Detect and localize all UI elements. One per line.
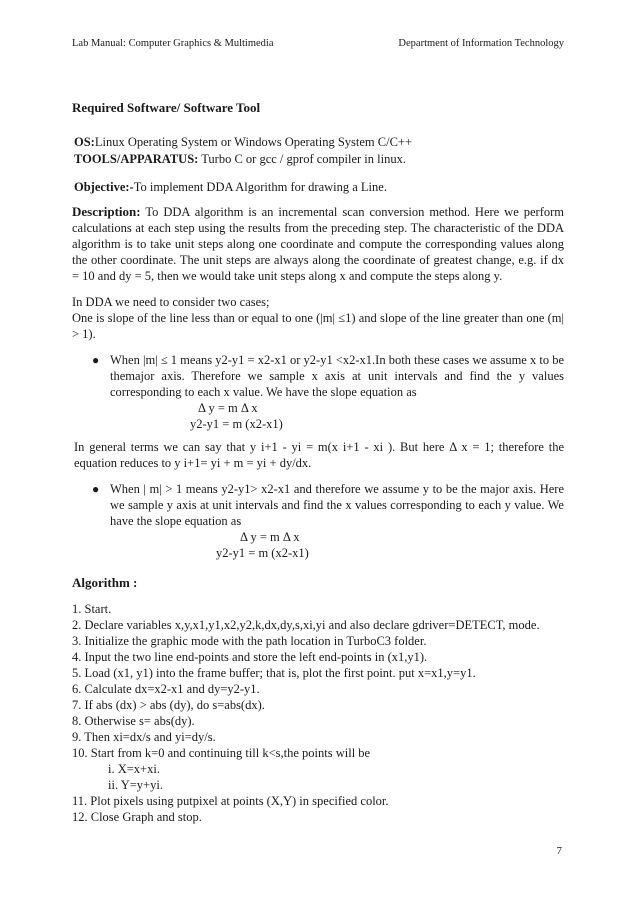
header-left: Lab Manual: Computer Graphics & Multimedia [72,38,274,49]
algorithm-step: 6. Calculate dx=x2-x1 and dy=y2-y1. [72,682,260,696]
algorithm-step: 8. Otherwise s= abs(dy). [72,714,195,728]
equation-slope: y2-y1 = m (x2-x1) [216,546,309,560]
page-content [72,100,564,825]
cases-intro [72,294,564,342]
description-label: Description: [72,204,141,219]
bullet-icon: ● [92,353,100,367]
tools-line [74,151,564,168]
objective-line [74,179,564,195]
tools-label: TOOLS/APPARATUS: [74,152,199,166]
algorithm-steps [72,601,564,825]
algorithm-title: Algorithm : [72,575,138,590]
bullet-case-1-text: When |m| ≤ 1 means y2-y1 = x2-x1 or y2-y1 <x2-x1.In both these cases we assume x to be themajor axis. Therefore we sample x axis at unit intervals and find the y values corresponding to each x value. We have the slope equation as [110,353,564,399]
bullet-case-1 [72,352,564,432]
cases-intro-line-2: One is slope of the line less than or equal to one (|m| ≤1) and slope of the line greater than one (m| > 1). [72,311,564,341]
general-terms-paragraph: In general terms we can say that y i+1 - yi = m(x i+1 - xi ). But here Δ x = 1; therefore the equation reduces to y i+1= yi + m = yi + dy/dx. [74,440,564,470]
algorithm-substep: i. X=x+xi. [108,762,160,776]
objective-text: To implement DDA Algorithm for drawing a Line. [133,180,387,194]
header-right: Department of Information Technology [398,38,564,49]
tools-text: Turbo C or gcc / gprof compiler in linux. [198,152,406,166]
section-title: Required Software/ Software Tool [72,100,261,115]
algorithm-step: 2. Declare variables x,y,x1,y1,x2,y2,k,dx,dy,s,xi,yi and also declare gdriver=DETECT, mode. [72,618,540,632]
bullet-case-2 [72,481,564,561]
algorithm-step: 3. Initialize the graphic mode with the path location in TurboC3 folder. [72,634,427,648]
algorithm-step: 7. If abs (dx) > abs (dy), do s=abs(dx). [72,698,265,712]
algorithm-step: 4. Input the two line end-points and store the left end-points in (x1,y1). [72,650,428,664]
description-text: To DDA algorithm is an incremental scan conversion method. Here we perform calculations at each step using the results from the preceding step. The characteristic of the DDA algorithm is to take unit steps along one coordinate and compute the corresponding values along the other coordinate. The unit steps are always along the coordinate of greatest change, e.g. if dx = 10 and dy = 5, then we would take unit steps along x and compute the steps along y. [72,205,564,283]
bullet-case-2-text: When | m| > 1 means y2-y1> x2-x1 and therefore we assume y to be the major axis. Here we sample y axis at unit intervals and find the x values corresponding to each y value. We have the slope equation as [110,482,564,528]
description-paragraph [72,204,564,284]
os-text: Linux Operating System or Windows Operating System C/C++ [94,135,413,149]
algorithm-step: 11. Plot pixels using putpixel at points (X,Y) in specified color. [72,794,389,808]
algorithm-step: 12. Close Graph and stop. [72,810,202,824]
page-number: 7 [556,845,562,857]
algorithm-step: 9. Then xi=dx/s and yi=dy/s. [72,730,216,744]
cases-intro-line-1: In DDA we need to consider two cases; [72,295,270,309]
equation-slope: y2-y1 = m (x2-x1) [190,417,283,431]
os-label: OS: [74,135,95,149]
objective-label: Objective:- [74,180,134,194]
equation-delta: Δ y = m Δ x [240,530,300,544]
bullet-icon: ● [92,482,100,496]
algorithm-step: 1. Start. [72,602,112,616]
algorithm-step: 10. Start from k=0 and continuing till k<s,the points will be [72,746,371,760]
algorithm-substep: ii. Y=y+yi. [108,778,163,792]
os-line [74,134,564,151]
software-block [74,134,564,168]
algorithm-step: 5. Load (x1, y1) into the frame buffer; that is, plot the first point. put x=x1,y=y1. [72,666,476,680]
equation-delta: Δ y = m Δ x [198,401,258,415]
